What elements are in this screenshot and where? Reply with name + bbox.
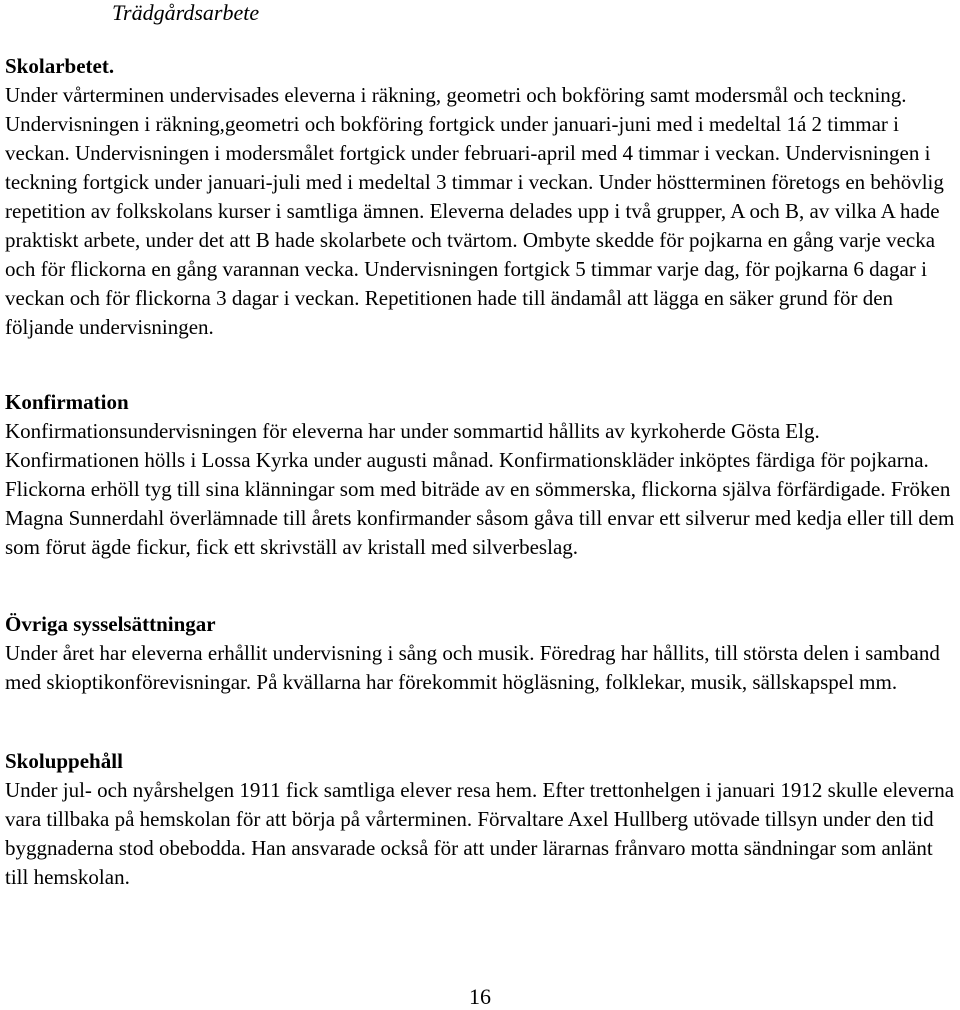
section-heading: Skolarbetet. (5, 54, 115, 78)
section-heading: Konfirmation (5, 390, 129, 414)
section-ovriga-sysselsattningar (5, 610, 955, 697)
section-body: Under jul- och nyårshelgen 1911 fick samtliga elever resa hem. Efter trettonhelgen i januari 1912 skulle eleverna vara tillbaka på hemskolan för att börja på vårterminen. Förvaltare Axel Hullberg utövade tillsyn under den tid byggnaderna stod obebodda. Han ansvarade också för att under lärarnas frånvaro motta sändningar som anlänt till hemskolan. (5, 778, 955, 889)
page-header-title: Trädgårdsarbete (112, 0, 260, 25)
page-number: 16 (469, 984, 491, 1009)
section-body: Under vårterminen undervisades eleverna i räkning, geometri och bokföring samt modersmål och teckning. Undervisningen i räkning,geometri och bokföring fortgick under januari-juni med i medeltal 1á 2 timmar i veckan. Undervisningen i modersmålet fortgick under februari-april med 4 timmar i veckan. Undervisningen i teckning fortgick under januari-juli med i medeltal 3 timmar i veckan. Under höstterminen företogs en behövlig repetition av folkskolans kurser i samtliga ämnen. Eleverna delades upp i två grupper, A och B, av vilka A hade praktiskt arbete, under det att B hade skolarbete och tvärtom. Ombyte skedde för pojkarna en gång varje vecka och för flickorna en gång varannan vecka. Undervisningen fortgick 5 timmar varje dag, för pojkarna 6 dagar i veckan och för flickorna 3 dagar i veckan. Repetitionen hade till ändamål att lägga en säker grund för den följande undervisningen. (5, 83, 944, 339)
section-body: Under året har eleverna erhållit undervisning i sång och musik. Föredrag har hållits, till största delen i samband med skioptikonförevisningar. På kvällarna har förekommit högläsning, folklekar, musik, sällskapspel mm. (5, 641, 940, 694)
section-konfirmation (5, 388, 955, 562)
section-heading: Skoluppehåll (5, 749, 123, 773)
section-skoluppehall (5, 747, 955, 892)
section-heading: Övriga sysselsättningar (5, 612, 216, 636)
section-body: Konfirmationsundervisningen för eleverna har under sommartid hållits av kyrkoherde Gösta Elg. Konfirmationen hölls i Lossa Kyrka under augusti månad. Konfirmationskläder inköptes färdiga för pojkarna. Flickorna erhöll tyg till sina klänningar som med biträde av en sömmerska, flickorna själva förfärdigade. Fröken Magna Sunnerdahl överlämnade till årets konfirmander såsom gåva till envar ett silverur med kedja eller till dem som förut ägde fickur, fick ett skrivställ av kristall med silverbeslag. (5, 419, 955, 559)
section-skolarbetet (5, 52, 955, 342)
